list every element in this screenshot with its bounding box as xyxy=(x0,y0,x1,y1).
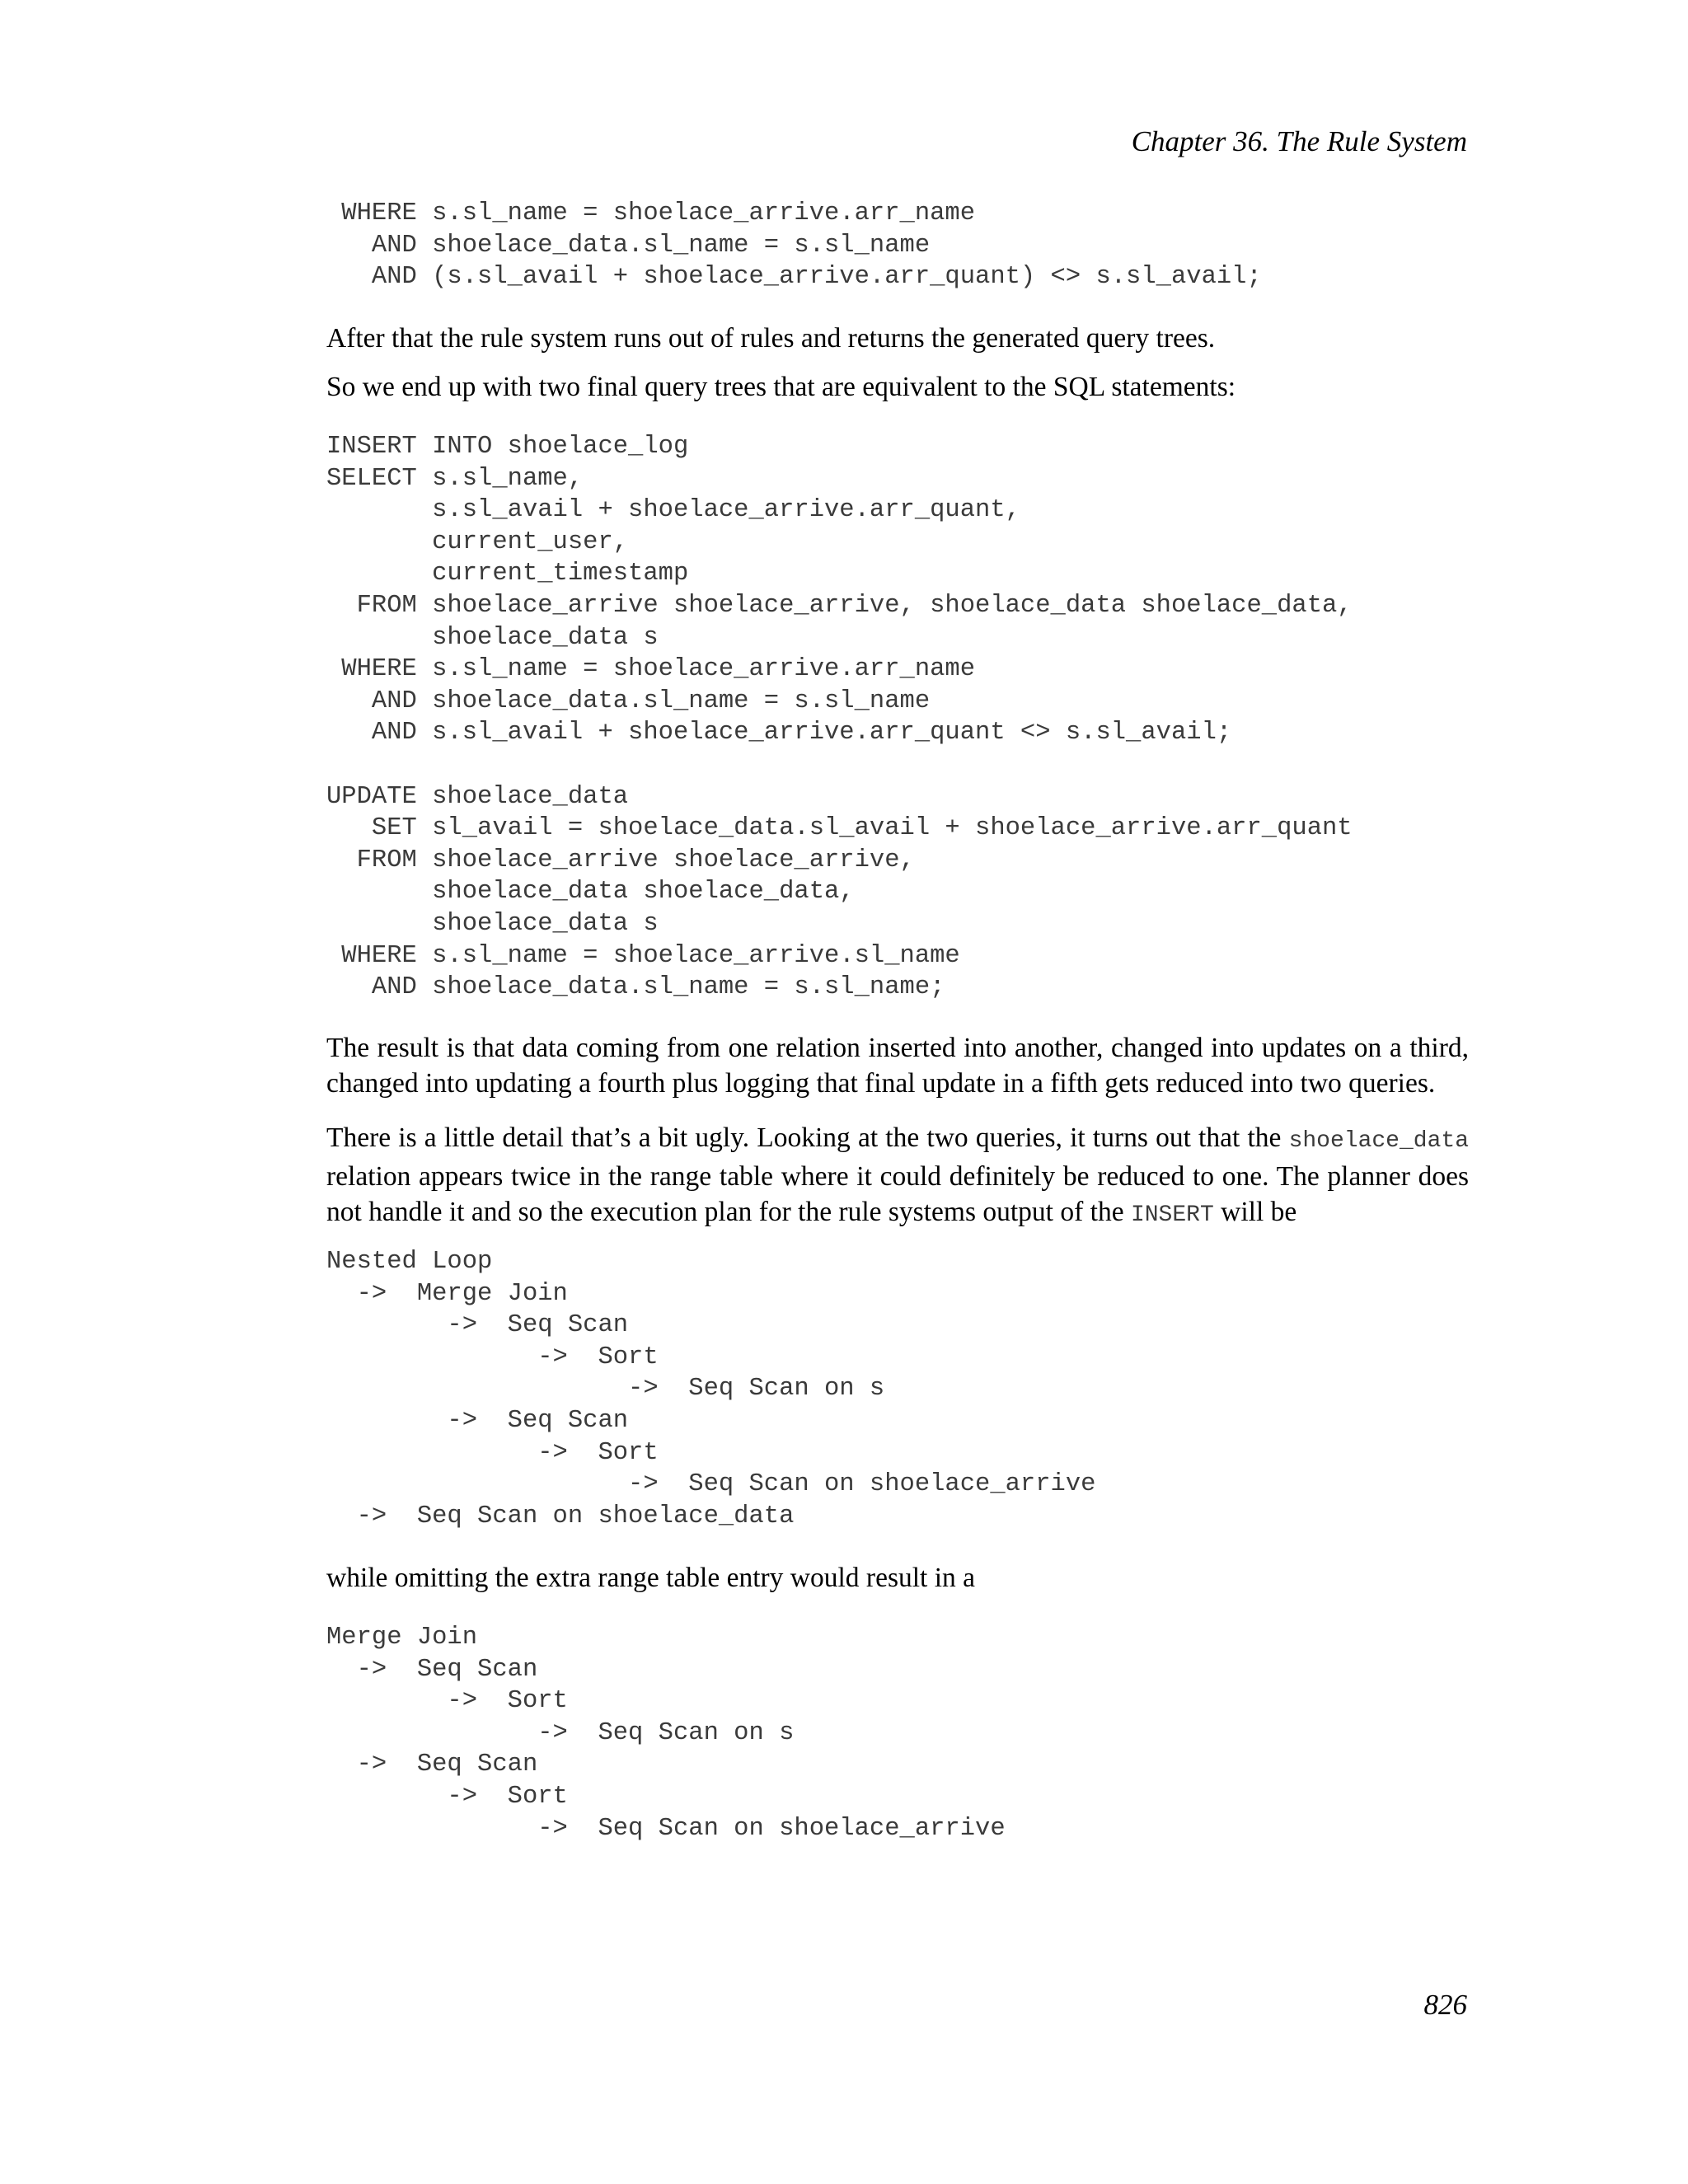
chapter-header: Chapter 36. The Rule System xyxy=(1131,125,1467,157)
code-plan-nested-loop: Nested Loop -> Merge Join -> Seq Scan -> Sort -> Seq Scan on s -> Seq Scan -> Sort -> Seq Scan on shoelace_arrive -> Seq Scan on shoelace_data xyxy=(326,1248,1096,1530)
paragraph-result: The result is that data coming from one relation inserted into another, changed into updates on a third, changed into updating a fourth plus logging that final update in a fifth gets reduced into two queries. xyxy=(326,1033,1469,1099)
paragraph-ugly-detail xyxy=(326,1120,1469,1233)
code-final-queries: INSERT INTO shoelace_log SELECT s.sl_name, s.sl_avail + shoelace_arrive.arr_quant, current_user, current_timestamp FROM shoelace_arrive shoelace_arrive, shoelace_data shoelace_data, shoelace_data s WHERE s.sl_name = shoelace_arrive.arr_name AND shoelace_data.sl_name = s.sl_name AND s.sl_avail + shoelace_arrive.arr_quant <> s.sl_avail; UPDATE shoelace_data SET sl_avail = shoelace_data.sl_avail + shoelace_arrive.arr_quant FROM shoelace_arrive shoelace_arrive, shoelace_data shoelace_data, shoelace_data s WHERE s.sl_name = shoelace_arrive.sl_name AND shoelace_data.sl_name = s.sl_name; xyxy=(326,433,1353,1002)
paragraph-rules-exhausted: After that the rule system runs out of rules and returns the generated query trees. xyxy=(326,323,1216,354)
code-plan-merge-join: Merge Join -> Seq Scan -> Sort -> Seq Scan on s -> Seq Scan -> Sort -> Seq Scan on shoelace_arrive xyxy=(326,1624,1006,1843)
paragraph-text: relation appears twice in the range table where it could definitely be reduced to one. The planner does not handle it and so the execution plan for the rule systems output of the xyxy=(326,1161,1469,1227)
paragraph-text: will be xyxy=(1213,1197,1297,1227)
page-number: 826 xyxy=(1423,1989,1467,2021)
paragraph-final-query-trees: So we end up with two final query trees that are equivalent to the SQL statements: xyxy=(326,372,1236,402)
paragraph-omitting-entry: while omitting the extra range table entry would result in a xyxy=(326,1563,976,1593)
inline-code-insert: INSERT xyxy=(1130,1202,1214,1228)
inline-code-shoelace-data: shoelace_data xyxy=(1288,1128,1469,1154)
code-where-fragment: WHERE s.sl_name = shoelace_arrive.arr_name AND shoelace_data.sl_name = s.sl_name AND (s.sl_avail + shoelace_arrive.arr_quant) <> s.sl_avail; xyxy=(341,199,1262,292)
paragraph-text: There is a little detail that’s a bit ugly. Looking at the two queries, it turns out that the xyxy=(326,1122,1289,1153)
